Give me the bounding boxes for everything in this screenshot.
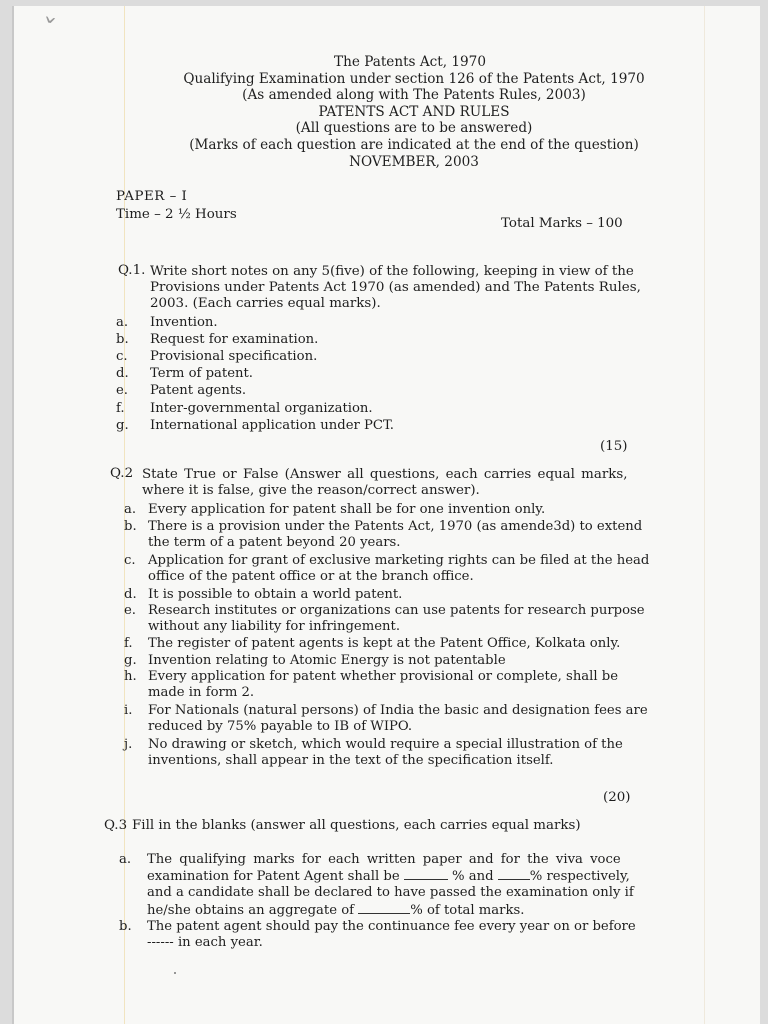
q2-line: State True or False (Answer all questions, each carries equal marks, — [142, 467, 628, 482]
item-text-block — [148, 703, 658, 735]
item-text: It is possible to obtain a world patent. — [148, 587, 403, 602]
item-text — [147, 935, 652, 951]
q1-line: 2003. (Each carries equal marks). — [150, 296, 381, 312]
q1-instructions — [150, 264, 650, 313]
item-label: a. — [116, 315, 129, 330]
q2-instructions — [142, 467, 662, 499]
item-text: Request for examination. — [150, 332, 319, 347]
item-text: There is a provision under the Patents Act, 1970 (as amende3d) to extend — [148, 519, 643, 534]
item-text — [147, 868, 652, 885]
blank-field — [358, 902, 410, 914]
item-label: d. — [116, 366, 129, 381]
item-text: Inter-governmental organization. — [150, 401, 373, 416]
speck — [174, 972, 176, 974]
item-text-part: in each year. — [177, 935, 263, 951]
time-allowed: Time – 2 ½ Hours — [116, 207, 237, 222]
item-label: b. — [124, 519, 137, 534]
q1-line: Provisions under Patents Act 1970 (as amended) and The Patents Rules, — [150, 280, 641, 296]
item-text-part: % of total marks. — [410, 902, 525, 918]
item-text: without any liability for infringement. — [148, 619, 401, 635]
q2-number: Q.2 — [110, 466, 134, 481]
q1-line: Write short notes on any 5(five) of the following, keeping in view of the — [150, 264, 634, 279]
item-text-block — [148, 603, 658, 635]
item-text: and a candidate shall be declared to have passed the examination only if — [147, 885, 634, 901]
item-text: Every application for patent shall be for one invention only. — [148, 502, 546, 517]
item-text: Term of patent. — [150, 366, 253, 381]
item-text-block — [148, 502, 658, 518]
item-label: e. — [124, 603, 136, 618]
item-label: b. — [116, 332, 129, 347]
item-label: h. — [124, 669, 137, 684]
item-text-block — [148, 519, 658, 551]
item-text: office of the patent office or at the branch office. — [148, 569, 474, 585]
exam-title: Qualifying Examination under section 126 of the Patents Act, 1970 — [183, 70, 645, 87]
item-label: c. — [116, 349, 128, 364]
item-text: reduced by 75% payable to IB of WIPO. — [148, 719, 413, 735]
item-label: f. — [116, 401, 125, 416]
item-text-part: examination for Patent Agent shall be — [147, 869, 400, 885]
item-text: Invention. — [150, 315, 218, 330]
item-label: f. — [124, 636, 133, 651]
item-text: The register of patent agents is kept at the Patent Office, Kolkata only. — [148, 636, 621, 651]
item-text: made in form 2. — [148, 685, 255, 701]
item-text-block — [148, 669, 658, 701]
item-text: Research institutes or organizations can use patents for research purpose — [148, 603, 645, 618]
item-label: g. — [124, 653, 137, 668]
item-text-block — [148, 737, 658, 769]
item-text: inventions, shall appear in the text of the specification itself. — [148, 753, 554, 769]
item-text: Provisional specification. — [150, 349, 318, 364]
amendment-note: (As amended along with The Patents Rules, 2003) — [242, 87, 586, 104]
q1-number: Q.1. — [118, 263, 146, 278]
marks-note: (Marks of each question are indicated at the end of the question) — [189, 136, 639, 153]
paper-label: PAPER – I — [116, 189, 188, 204]
item-label: e. — [116, 383, 128, 398]
item-label: c. — [124, 553, 136, 568]
item-label: d. — [124, 587, 137, 602]
exam-date: NOVEMBER, 2003 — [349, 153, 479, 170]
item-text-part: % respectively, — [529, 869, 630, 885]
q2-line: where it is false, give the reason/correct answer). — [142, 483, 480, 499]
item-text-part: he/she obtains an aggregate of — [147, 902, 355, 918]
item-text: Application for grant of exclusive marketing rights can be filed at the head — [148, 553, 650, 568]
item-text: the term of a patent beyond 20 years. — [148, 535, 401, 551]
item-text-part: ------ — [147, 935, 174, 951]
q3-number: Q.3 — [104, 818, 128, 833]
total-marks: Total Marks – 100 — [501, 216, 623, 231]
item-label: b. — [119, 919, 132, 934]
exam-header — [14, 54, 760, 170]
q1-marks: (15) — [600, 439, 628, 454]
item-label: a. — [124, 502, 137, 517]
item-text — [147, 902, 652, 919]
instructions: (All questions are to be answered) — [295, 120, 533, 137]
item-text: For Nationals (natural persons) of India the basic and designation fees are — [148, 703, 648, 718]
item-text: Patent agents. — [150, 383, 247, 398]
item-text: Every application for patent whether provisional or complete, shall be — [148, 669, 619, 684]
item-text: No drawing or sketch, which would require a special illustration of the — [148, 737, 623, 752]
pen-mark: ˇ — [36, 12, 59, 51]
q2-marks: (20) — [603, 790, 631, 805]
item-text-block — [148, 553, 658, 585]
item-text-block — [148, 587, 658, 603]
blank-field — [498, 868, 530, 880]
item-label: g. — [116, 418, 129, 433]
subject-title: PATENTS ACT AND RULES — [318, 103, 510, 120]
item-text-block — [148, 653, 658, 669]
item-text: International application under PCT. — [150, 418, 394, 433]
item-label: i. — [124, 703, 133, 718]
item-text: The patent agent should pay the continuance fee every year on or before — [147, 919, 636, 934]
item-text-part: % and — [452, 869, 494, 885]
item-text-block — [148, 636, 658, 652]
scanned-page — [14, 6, 760, 1024]
act-title: The Patents Act, 1970 — [334, 54, 486, 70]
q3-instructions: Fill in the blanks (answer all questions, each carries equal marks) — [132, 818, 581, 833]
blank-field — [404, 868, 448, 880]
item-text: The qualifying marks for each written paper and for the viva voce — [147, 852, 621, 867]
item-text: Invention relating to Atomic Energy is not patentable — [148, 653, 506, 668]
item-label: j. — [124, 737, 133, 752]
item-label: a. — [119, 852, 132, 867]
